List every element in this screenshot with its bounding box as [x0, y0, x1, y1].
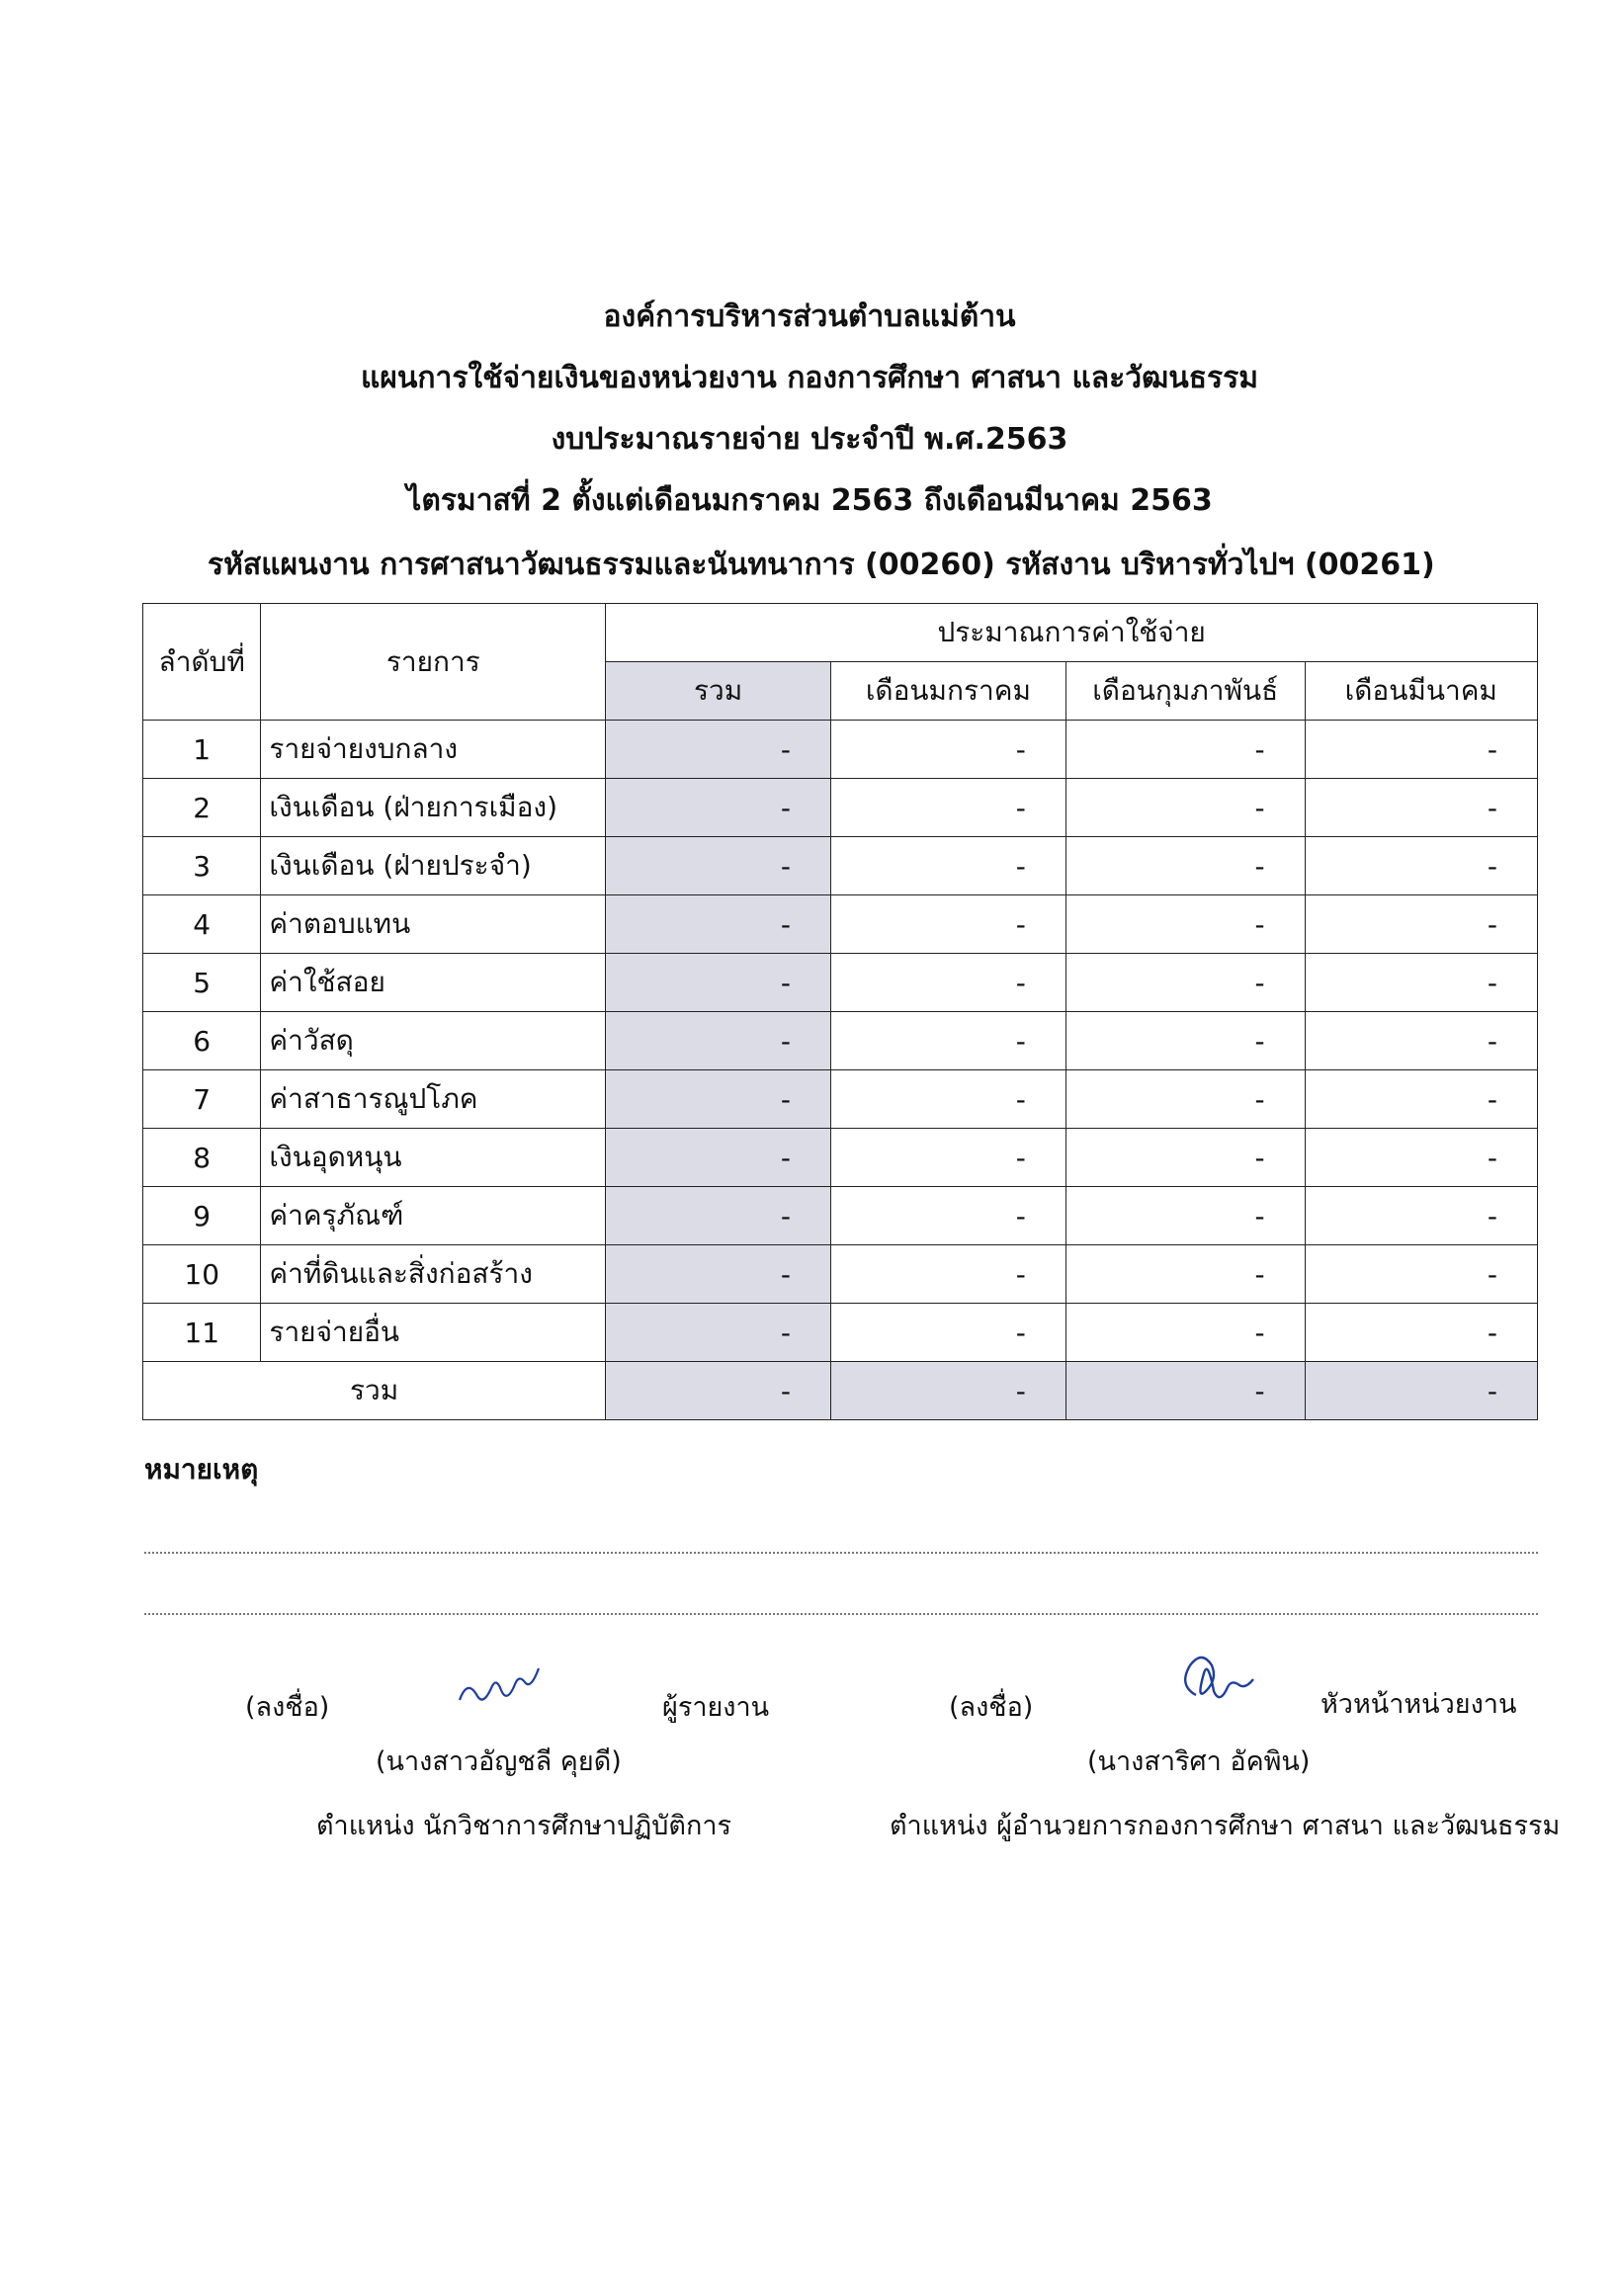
- table-row: [143, 837, 1538, 895]
- row-sum: -: [606, 1070, 831, 1129]
- total-row: [143, 1362, 1538, 1420]
- remark-line: [144, 1613, 1538, 1615]
- row-no: 6: [143, 1012, 261, 1070]
- row-mar: -: [1305, 895, 1537, 954]
- row-no: 11: [143, 1304, 261, 1362]
- row-mar: -: [1305, 1129, 1537, 1187]
- row-jan: -: [830, 779, 1065, 837]
- row-sum: -: [606, 779, 831, 837]
- row-jan: -: [830, 1129, 1065, 1187]
- total-mar: -: [1305, 1362, 1537, 1420]
- row-feb: -: [1065, 837, 1305, 895]
- right-sign-role: หัวหน้าหน่วยงาน: [1321, 1689, 1517, 1720]
- table-row: [143, 1187, 1538, 1245]
- row-jan: -: [830, 895, 1065, 954]
- row-item: ค่าใช้สอย: [261, 954, 606, 1012]
- row-sum: -: [606, 954, 831, 1012]
- expense-plan-table: [142, 603, 1538, 1420]
- col-jan-header: เดือนมกราคม: [830, 662, 1065, 721]
- right-sign-label: (ลงชื่อ): [949, 1692, 1034, 1723]
- row-feb: -: [1065, 1304, 1305, 1362]
- document-header: [0, 287, 1619, 532]
- row-jan: -: [830, 1304, 1065, 1362]
- row-no: 5: [143, 954, 261, 1012]
- org-title: องค์การบริหารส่วนตำบลแม่ต้าน: [603, 299, 1016, 334]
- table-row: [143, 1070, 1538, 1129]
- total-jan: -: [830, 1362, 1065, 1420]
- row-no: 4: [143, 895, 261, 954]
- quarter-range: ไตรมาสที่ 2 ตั้งแต่เดือนมกราคม 2563 ถึงเดือนมีนาคม 2563: [406, 483, 1213, 518]
- row-jan: -: [830, 1245, 1065, 1304]
- left-signature-mark: [450, 1660, 558, 1720]
- table-row: [143, 1129, 1538, 1187]
- row-feb: -: [1065, 895, 1305, 954]
- row-item: ค่าตอบแทน: [261, 895, 606, 954]
- left-sign-label: (ลงชื่อ): [245, 1692, 330, 1723]
- col-item-header: รายการ: [261, 604, 606, 721]
- row-jan: -: [830, 721, 1065, 779]
- row-no: 8: [143, 1129, 261, 1187]
- col-sum-header: รวม: [606, 662, 831, 721]
- total-sum: -: [606, 1362, 831, 1420]
- row-item: เงินอุดหนุน: [261, 1129, 606, 1187]
- table-row: [143, 1245, 1538, 1304]
- row-jan: -: [830, 1012, 1065, 1070]
- table-row: [143, 1304, 1538, 1362]
- row-item: รายจ่ายงบกลาง: [261, 721, 606, 779]
- row-item: ค่าสาธารณูปโภค: [261, 1070, 606, 1129]
- total-label: รวม: [143, 1362, 606, 1420]
- row-jan: -: [830, 1070, 1065, 1129]
- row-mar: -: [1305, 1304, 1537, 1362]
- table-row: [143, 1012, 1538, 1070]
- row-item: ค่าครุภัณฑ์: [261, 1187, 606, 1245]
- left-sign-role: ผู้รายงาน: [662, 1692, 770, 1723]
- right-sign-name: (นางสาริศา อัคพิน): [1087, 1746, 1311, 1777]
- plan-codes: รหัสแผนงาน การศาสนาวัฒนธรรมและนันทนาการ (00260) รหัสงาน บริหารทั่วไปฯ (00261): [208, 548, 1435, 582]
- remark-line: [144, 1552, 1538, 1554]
- row-jan: -: [830, 954, 1065, 1012]
- row-item: ค่าวัสดุ: [261, 1012, 606, 1070]
- row-sum: -: [606, 1187, 831, 1245]
- row-no: 7: [143, 1070, 261, 1129]
- row-feb: -: [1065, 779, 1305, 837]
- table-row: [143, 721, 1538, 779]
- row-sum: -: [606, 721, 831, 779]
- row-sum: -: [606, 895, 831, 954]
- row-mar: -: [1305, 779, 1537, 837]
- row-no: 3: [143, 837, 261, 895]
- row-sum: -: [606, 1304, 831, 1362]
- row-sum: -: [606, 837, 831, 895]
- row-no: 10: [143, 1245, 261, 1304]
- row-feb: -: [1065, 1245, 1305, 1304]
- row-no: 9: [143, 1187, 261, 1245]
- row-item: รายจ่ายอื่น: [261, 1304, 606, 1362]
- right-signature-mark: [1166, 1646, 1265, 1725]
- left-sign-position: ตำแหน่ง นักวิชาการศึกษาปฏิบัติการ: [316, 1811, 731, 1841]
- row-item: เงินเดือน (ฝ่ายการเมือง): [261, 779, 606, 837]
- row-feb: -: [1065, 721, 1305, 779]
- row-mar: -: [1305, 1012, 1537, 1070]
- row-feb: -: [1065, 1129, 1305, 1187]
- row-mar: -: [1305, 837, 1537, 895]
- table-row: [143, 779, 1538, 837]
- row-sum: -: [606, 1012, 831, 1070]
- row-jan: -: [830, 1187, 1065, 1245]
- col-mar-header: เดือนมีนาคม: [1305, 662, 1537, 721]
- row-item: ค่าที่ดินและสิ่งก่อสร้าง: [261, 1245, 606, 1304]
- row-mar: -: [1305, 1070, 1537, 1129]
- remark-label: หมายเหตุ: [144, 1453, 259, 1486]
- row-sum: -: [606, 1245, 831, 1304]
- row-mar: -: [1305, 954, 1537, 1012]
- row-item: เงินเดือน (ฝ่ายประจำ): [261, 837, 606, 895]
- table-header-row: [143, 604, 1538, 662]
- col-feb-header: เดือนกุมภาพันธ์: [1065, 662, 1305, 721]
- total-feb: -: [1065, 1362, 1305, 1420]
- col-no-header: ลำดับที่: [143, 604, 261, 721]
- budget-year: งบประมาณรายจ่าย ประจำปี พ.ศ.2563: [551, 422, 1068, 457]
- row-jan: -: [830, 837, 1065, 895]
- right-sign-position: ตำแหน่ง ผู้อำนวยการกองการศึกษา ศาสนา และวัฒนธรรม: [890, 1811, 1561, 1841]
- row-no: 2: [143, 779, 261, 837]
- row-no: 1: [143, 721, 261, 779]
- left-sign-name: (นางสาวอัญชลี คุยดี): [376, 1746, 622, 1777]
- plan-title: แผนการใช้จ่ายเงินของหน่วยงาน กองการศึกษา ศาสนา และวัฒนธรรม: [360, 361, 1259, 395]
- row-sum: -: [606, 1129, 831, 1187]
- row-mar: -: [1305, 721, 1537, 779]
- row-feb: -: [1065, 1187, 1305, 1245]
- row-feb: -: [1065, 1012, 1305, 1070]
- row-mar: -: [1305, 1187, 1537, 1245]
- row-feb: -: [1065, 954, 1305, 1012]
- table-row: [143, 895, 1538, 954]
- col-group-header: ประมาณการค่าใช้จ่าย: [606, 604, 1538, 662]
- row-feb: -: [1065, 1070, 1305, 1129]
- table-row: [143, 954, 1538, 1012]
- row-mar: -: [1305, 1245, 1537, 1304]
